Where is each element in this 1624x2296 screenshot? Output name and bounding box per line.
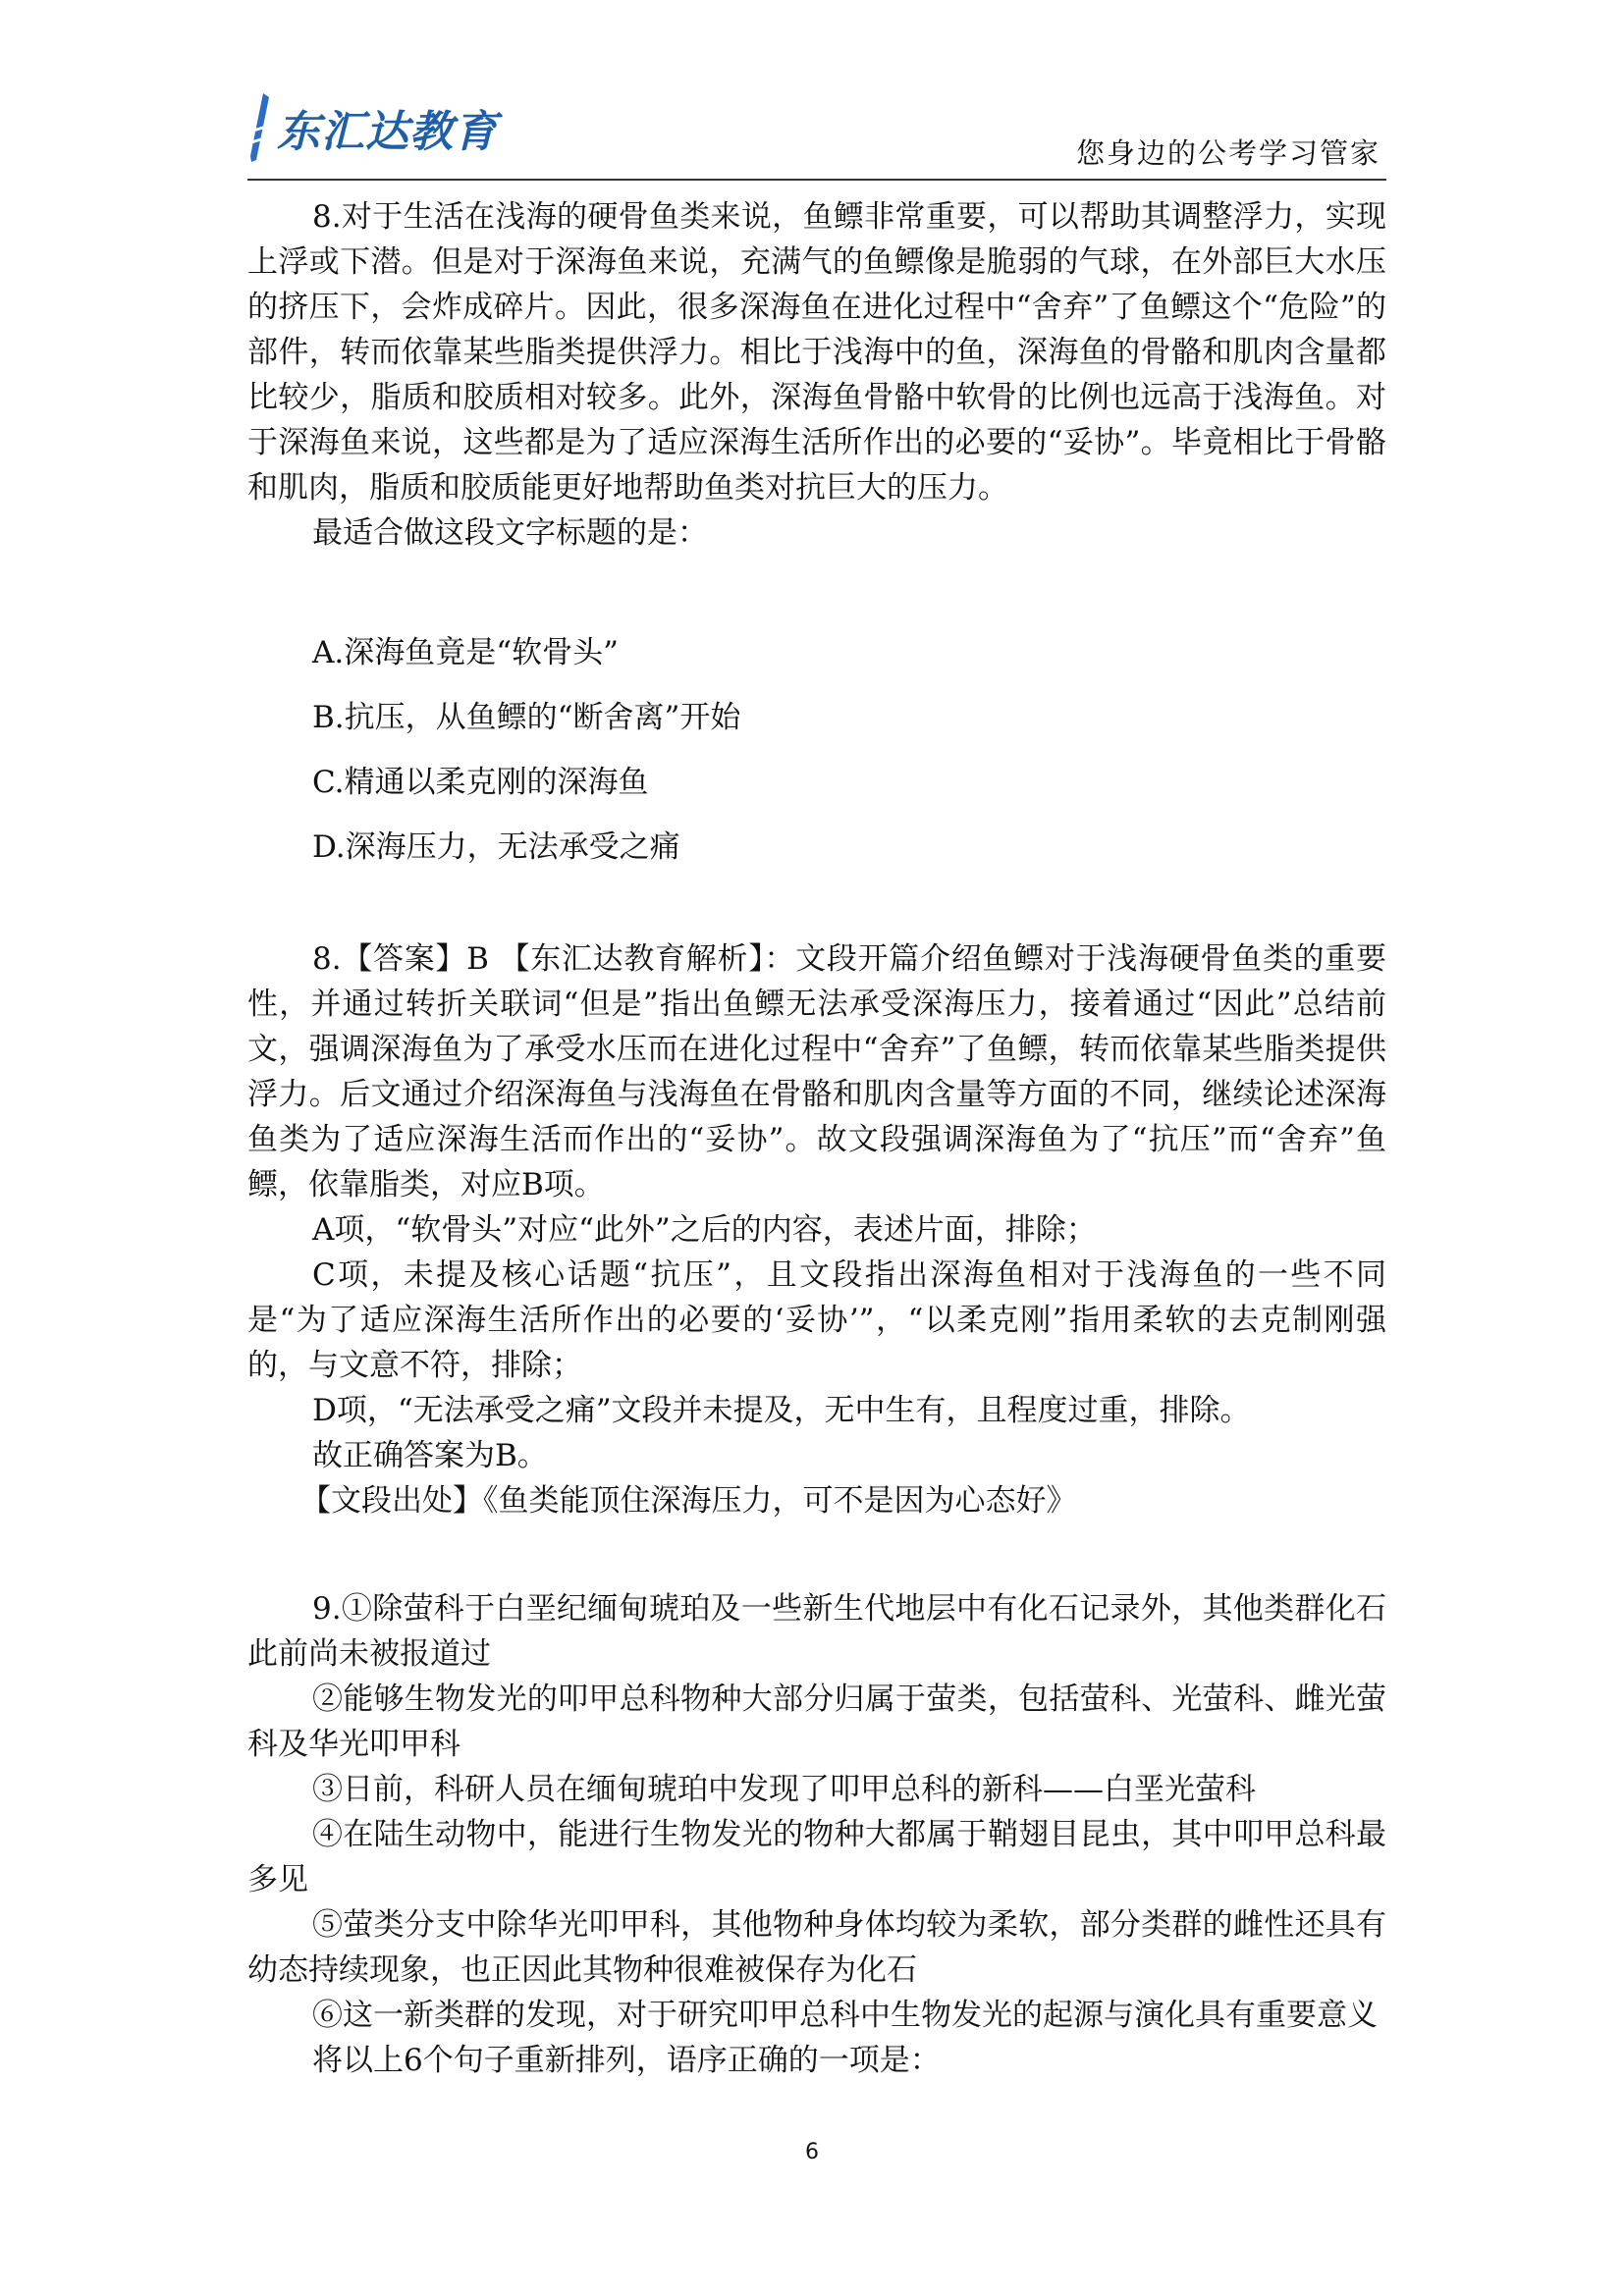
question-8-stem: 8.对于生活在浅海的硬骨鱼类来说，鱼鳔非常重要，可以帮助其调整浮力，实现上浮或下潜。但是对于深海鱼来说，充满气的鱼鳔像是脆弱的气球，在外部巨大水压的挤压下，会炸成碎片。因此，很多深海鱼在进化过程中“舍弃”了鱼鳔这个“危险”的部件，转而依靠某些脂类提供浮力。相比于浅海中的鱼，深海鱼的骨骼和肌肉含量都比较少，脂质和胶质相对较多。此外，深海鱼骨骼中软骨的比例也远高于浅海鱼。对于深海鱼来说，这些都是为了适应深海生活所作出的必要的“妥协”。毕竟相比于骨骼和肌肉，脂质和胶质能更好地帮助鱼类对抗巨大的压力。 (247, 199, 1386, 506)
question-8-prompt: 最适合做这段文字标题的是： (312, 515, 708, 551)
question-9-sentence-2: ②能够生物发光的叩甲总科物种大部分归属于萤类，包括萤科、光萤科、雌光萤科及华光叩甲科 (247, 1682, 1386, 1762)
option-b: B.抗压，从鱼鳔的“断舍离”开始 (312, 700, 741, 735)
answer-8-option-a: A项，“软骨头”对应“此外”之后的内容，表述片面，排除； (312, 1212, 1097, 1248)
question-9-prompt: 将以上6个句子重新排列，语序正确的一项是： (312, 2043, 941, 2078)
header-slogan: 您身边的公考学习管家 (1075, 136, 1380, 170)
question-9-sentence-4: ④在陆生动物中，能进行生物发光的物种大都属于鞘翅目昆虫，其中叩甲总科最多见 (247, 1817, 1386, 1897)
answer-8-source: 【文段出处】《鱼类能顶住深海压力，可不是因为心态好》 (300, 1483, 1077, 1519)
page-content (247, 194, 1386, 2083)
option-c: C.精通以柔克刚的深海鱼 (312, 765, 649, 800)
pen-icon (247, 91, 273, 164)
logo-text: 东汇达教育 (277, 107, 498, 157)
option-a: A.深海鱼竟是“软骨头” (312, 635, 619, 670)
answer-8-analysis: 8.【答案】B 【东汇达教育解析】：文段开篇介绍鱼鳔对于浅海硬骨鱼类的重要性，并通过转折关联词“但是”指出鱼鳔无法承受深海压力，接着通过“因此”总结前文，强调深海鱼为了承受水压而在进化过程中“舍弃”了鱼鳔，转而依靠某些脂类提供浮力。后文通过介绍深海鱼与浅海鱼在骨骼和肌肉含量等方面的不同，继续论述深海鱼类为了适应深海生活而作出的“妥协”。故文段强调深海鱼为了“抗压”而“舍弃”鱼鳔，依靠脂类，对应B项。 (247, 941, 1386, 1202)
question-9-sentence-3: ③日前，科研人员在缅甸琥珀中发现了叩甲总科的新科——白垩光萤科 (312, 1772, 1256, 1807)
question-9-sentence-6: ⑥这一新类群的发现，对于研究叩甲总科中生物发光的起源与演化具有重要意义 (312, 1998, 1378, 2033)
question-9-sentence-5: ⑤萤类分支中除华光叩甲科，其他物种身体均较为柔软，部分类群的雌性还具有幼态持续现象，也正因此其物种很难被保存为化石 (247, 1907, 1386, 1988)
answer-8-option-c: C项，未提及核心话题“抗压”，且文段指出深海鱼相对于浅海鱼的一些不同是“为了适应深海生活所作出的必要的‘妥协’”，“以柔克刚”指用柔软的去克制刚强的，与文意不符，排除； (247, 1257, 1386, 1383)
logo (247, 88, 498, 167)
page-header (247, 88, 1386, 179)
option-d: D.深海压力，无法承受之痛 (312, 829, 680, 865)
question-9-sentence-1: 9.①除萤科于白垩纪缅甸琥珀及一些新生代地层中有化石记录外，其他类群化石此前尚未被报道过 (247, 1591, 1386, 1672)
answer-8-option-d: D项，“无法承受之痛”文段并未提及，无中生有，且程度过重，排除。 (312, 1393, 1251, 1428)
header-divider (247, 179, 1386, 181)
answer-8-conclusion: 故正确答案为B。 (312, 1438, 548, 1473)
page-number: 6 (805, 2140, 819, 2164)
